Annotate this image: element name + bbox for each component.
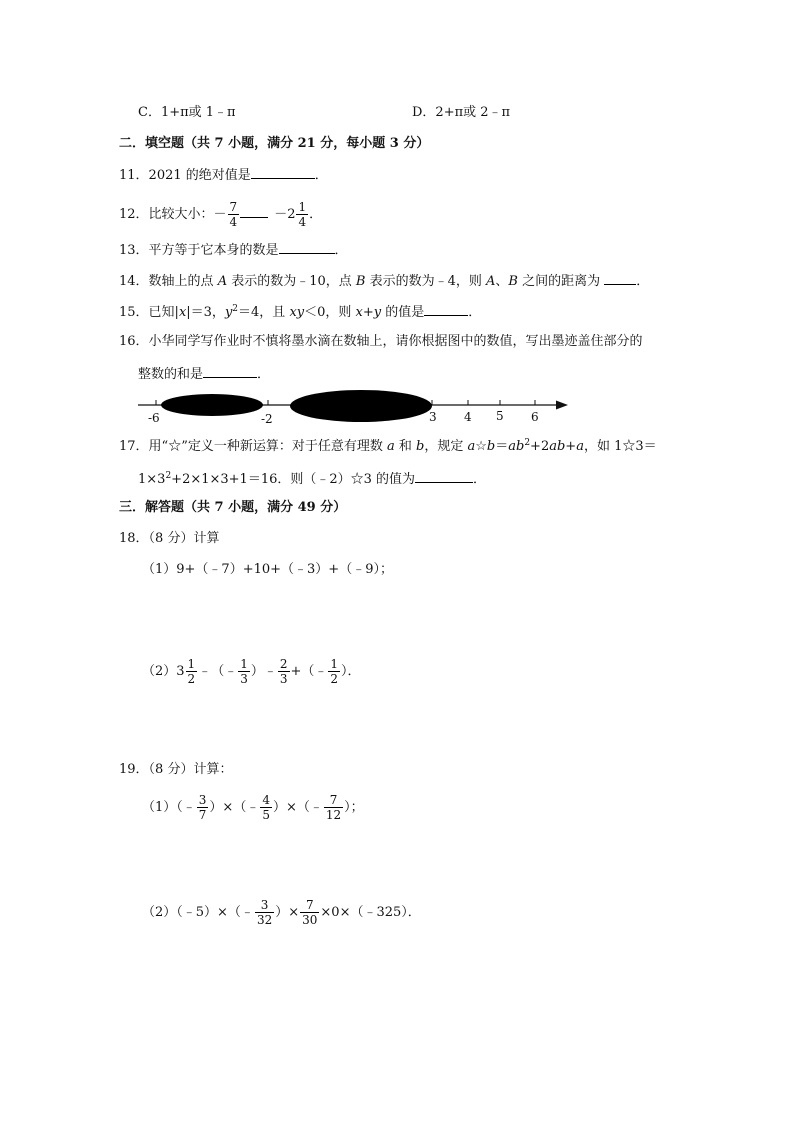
var-y: y bbox=[224, 305, 233, 320]
q19-text: （2）（﹣5）×（﹣ bbox=[142, 905, 254, 920]
answer-blank[interactable] bbox=[240, 205, 268, 218]
denominator: 32 bbox=[256, 913, 273, 927]
denominator: 5 bbox=[262, 808, 270, 822]
var-xy: xy bbox=[289, 305, 305, 320]
question-12 bbox=[119, 200, 322, 229]
question-11 bbox=[119, 166, 328, 184]
q19-text: ）× bbox=[275, 905, 300, 920]
q13-end: ． bbox=[334, 243, 348, 258]
numerator: 3 bbox=[198, 793, 207, 807]
fraction bbox=[278, 657, 290, 686]
q18-text: ）． bbox=[341, 664, 361, 679]
q14-text: 之间的距离为 bbox=[517, 274, 605, 289]
var-x-plus-y: x+y bbox=[355, 305, 382, 320]
q15-text: 的值是 bbox=[381, 305, 425, 320]
q16-text: 整数的和是 bbox=[138, 367, 204, 382]
answer-blank[interactable] bbox=[604, 272, 636, 285]
q17-end: ． bbox=[473, 472, 487, 487]
question-13 bbox=[119, 241, 348, 259]
q15-end: ． bbox=[468, 305, 482, 320]
q14-text: 、 bbox=[495, 274, 509, 289]
q19-text: ）； bbox=[344, 800, 364, 815]
q17-text: +2×1×3+1＝16．则（﹣2）☆3 的值为 bbox=[171, 472, 416, 487]
q17-text: + bbox=[565, 439, 577, 454]
fraction bbox=[186, 657, 198, 686]
var-a: a bbox=[386, 439, 395, 454]
denominator: 4 bbox=[298, 215, 307, 229]
question-14 bbox=[119, 272, 649, 290]
question-17-line-2 bbox=[138, 470, 486, 488]
denominator: 7 bbox=[198, 808, 207, 822]
ink-blot-left bbox=[161, 394, 263, 416]
q19-text: ×0×（﹣325）． bbox=[320, 905, 421, 920]
q18-text: +（﹣ bbox=[290, 664, 328, 679]
q18-text: ﹣（﹣ bbox=[198, 664, 238, 679]
question-19-title: 19．（8 分）计算： bbox=[119, 762, 233, 777]
question-18-title: 18．（8 分）计算 bbox=[119, 531, 220, 546]
section-3-title: 三．解答题（共 7 小题，满分 49 分） bbox=[119, 500, 347, 515]
q14-end: ． bbox=[636, 274, 650, 289]
numerator: 1 bbox=[187, 657, 196, 671]
numerator: 1 bbox=[240, 657, 248, 671]
q12-end: ． bbox=[309, 207, 323, 222]
exponent: 2 bbox=[232, 304, 239, 314]
fraction bbox=[296, 200, 308, 229]
numerator: 1 bbox=[330, 657, 339, 671]
fraction bbox=[197, 793, 209, 822]
number-line-figure bbox=[130, 388, 580, 428]
var-a: A bbox=[486, 274, 496, 289]
q19-text: ）×（﹣ bbox=[272, 800, 323, 815]
q14-text: 表示的数为﹣10，点 bbox=[227, 274, 356, 289]
denominator: 30 bbox=[302, 913, 318, 927]
q15-text: 15．已知| bbox=[119, 305, 179, 320]
numerator: 1 bbox=[298, 200, 307, 214]
q16-end: ． bbox=[257, 367, 271, 382]
q17-text: ，规定 bbox=[424, 439, 468, 454]
exponent: 2 bbox=[165, 471, 172, 481]
var-b: B bbox=[508, 274, 518, 289]
option-c: C．1+π或 1﹣π bbox=[138, 105, 236, 120]
fraction bbox=[260, 793, 272, 822]
numerator: 7 bbox=[324, 793, 343, 808]
q15-text: ＝4，且 bbox=[238, 305, 290, 320]
fraction bbox=[324, 793, 343, 822]
fraction bbox=[328, 657, 340, 686]
answer-blank[interactable] bbox=[203, 365, 257, 378]
denominator: 4 bbox=[229, 215, 238, 229]
ink-blot-right bbox=[290, 390, 432, 422]
star-operator: ☆ bbox=[475, 439, 487, 454]
arrow-head-icon bbox=[556, 401, 568, 410]
denominator: 12 bbox=[325, 808, 342, 822]
question-17-line-1 bbox=[119, 439, 657, 455]
question-15 bbox=[119, 303, 481, 321]
denominator: 3 bbox=[279, 672, 288, 686]
q12-mid: －2 bbox=[274, 207, 296, 222]
question-19-part-2 bbox=[142, 898, 421, 927]
q17-text: +2 bbox=[530, 439, 550, 454]
tick-label: -6 bbox=[148, 411, 160, 425]
q15-text: |＝3， bbox=[186, 305, 225, 320]
tick-label: 5 bbox=[496, 409, 504, 423]
q17-text: 17．用“☆”定义一种新运算：对于任意有理数 bbox=[119, 439, 387, 454]
tick-label: -2 bbox=[261, 412, 273, 426]
equals: ＝ bbox=[495, 439, 509, 454]
tick-label: 3 bbox=[429, 410, 437, 424]
denominator: 3 bbox=[240, 672, 248, 686]
numerator: 2 bbox=[279, 657, 288, 671]
tick-label: 6 bbox=[531, 410, 539, 424]
q12-prefix: 12．比较大小：－ bbox=[119, 207, 227, 222]
var-b: b bbox=[416, 439, 425, 454]
var-a: a bbox=[576, 439, 584, 454]
question-18-part-1: （1）9+（﹣7）+10+（﹣3）+（﹣9）； bbox=[142, 562, 393, 577]
question-18-part-2 bbox=[142, 657, 361, 686]
var-b: b bbox=[486, 439, 496, 454]
var-ab: ab bbox=[508, 439, 525, 454]
q11-end: ． bbox=[314, 168, 328, 183]
q18-text: （2）3 bbox=[142, 664, 185, 679]
numerator: 7 bbox=[229, 200, 238, 214]
denominator: 2 bbox=[330, 672, 339, 686]
q17-text: 1×3 bbox=[138, 472, 166, 487]
q11-text: 11．2021 的绝对值是 bbox=[119, 168, 251, 183]
tick-label: 4 bbox=[464, 410, 472, 424]
q15-text: ＜0，则 bbox=[304, 305, 356, 320]
numerator: 7 bbox=[300, 898, 319, 913]
fraction bbox=[238, 657, 250, 686]
answer-blank[interactable] bbox=[424, 303, 468, 316]
fraction bbox=[228, 200, 240, 229]
q18-text: ）﹣ bbox=[250, 664, 277, 679]
var-b: B bbox=[355, 274, 366, 289]
fraction bbox=[300, 898, 319, 927]
q17-text: ，如 1☆3＝ bbox=[583, 439, 657, 454]
option-d: D．2+π或 2﹣π bbox=[412, 105, 511, 120]
answer-blank[interactable] bbox=[415, 470, 473, 483]
q13-text: 13．平方等于它本身的数是 bbox=[119, 243, 279, 258]
var-a: a bbox=[467, 439, 476, 454]
section-2-title: 二．填空题（共 7 小题，满分 21 分，每小题 3 分） bbox=[119, 136, 430, 151]
answer-blank[interactable] bbox=[251, 166, 315, 179]
question-16-line-2 bbox=[138, 365, 270, 383]
denominator: 2 bbox=[187, 672, 196, 686]
numerator: 4 bbox=[262, 793, 270, 807]
q19-text: ）×（﹣ bbox=[209, 800, 260, 815]
var-ab: ab bbox=[549, 439, 566, 454]
exponent: 2 bbox=[524, 438, 531, 448]
q14-text: 表示的数为﹣4，则 bbox=[365, 274, 486, 289]
var-x: x bbox=[178, 305, 187, 320]
q19-text: （1）（﹣ bbox=[142, 800, 196, 815]
answer-blank[interactable] bbox=[279, 241, 335, 254]
q17-text: 和 bbox=[394, 439, 416, 454]
fraction bbox=[255, 898, 274, 927]
var-a: A bbox=[217, 274, 228, 289]
question-16-line-1: 16．小华同学写作业时不慎将墨水滴在数轴上，请你根据图中的数值，写出墨迹盖住部分的 bbox=[119, 334, 643, 349]
question-19-part-1 bbox=[142, 793, 364, 822]
q14-text: 14．数轴上的点 bbox=[119, 274, 218, 289]
numerator: 3 bbox=[255, 898, 274, 913]
